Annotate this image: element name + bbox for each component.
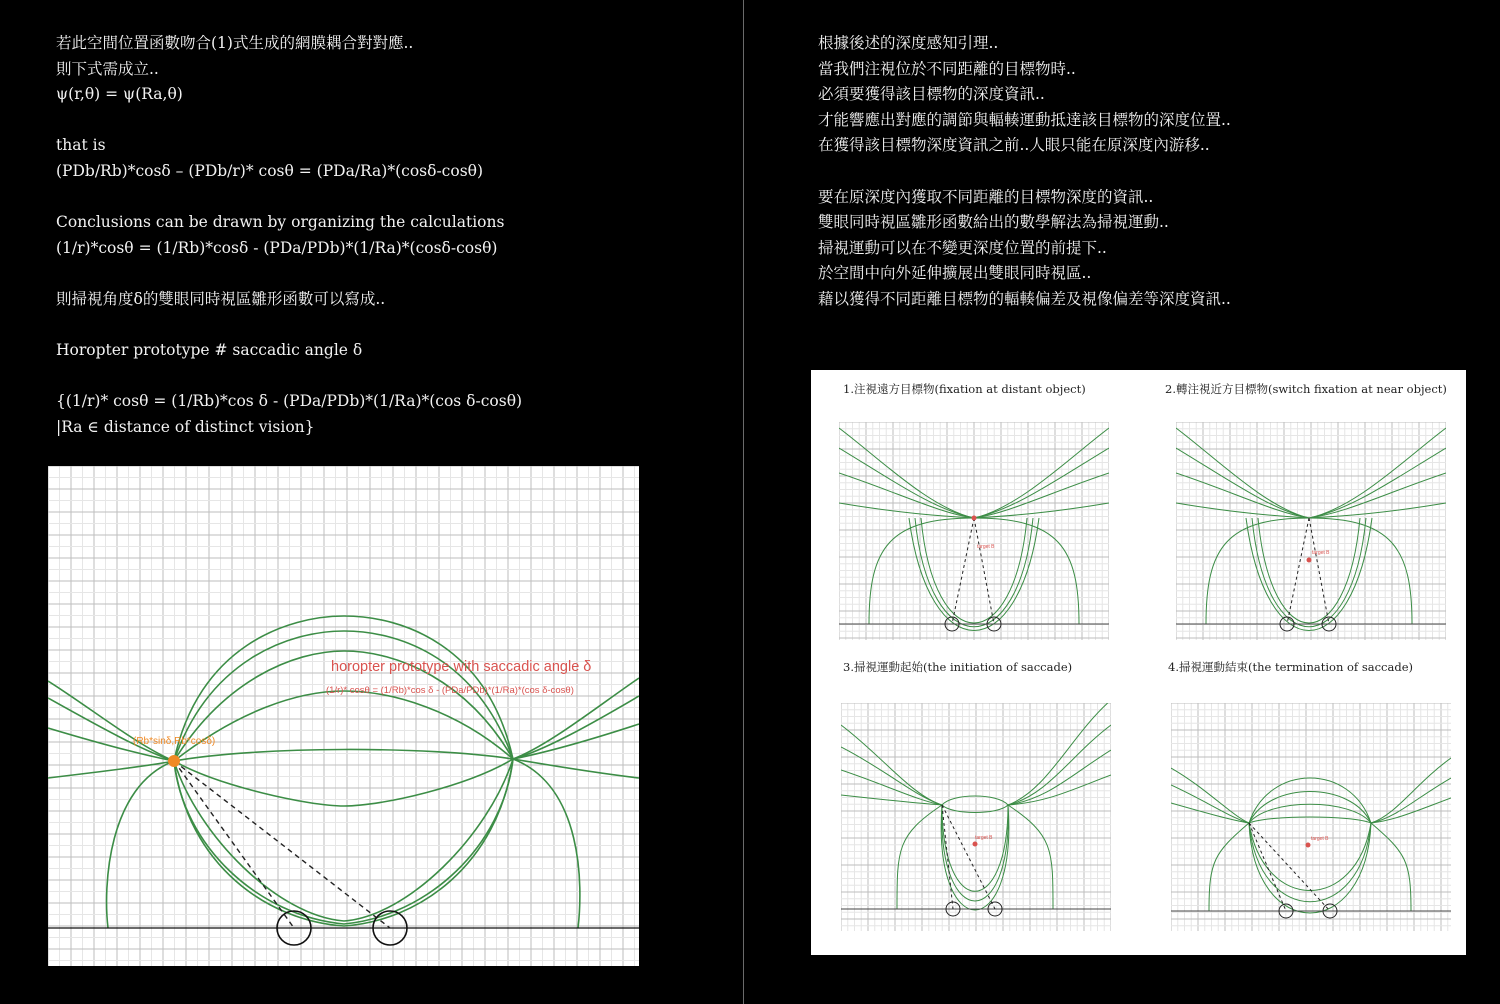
right-line: 在獲得該目標物深度資訊之前..人眼只能在原深度內游移.. [818, 136, 1210, 155]
main-figure-equation: (1/r)* cosθ = (1/Rb)*cos δ - (PDa/PDb)*(1/Ra)*(cos δ-cosθ) [326, 685, 574, 696]
panel-4-caption: 4.掃視運動結束(the termination of saccade) [1168, 660, 1413, 674]
left-line: that is [56, 136, 106, 155]
panel-1-diagram [839, 422, 1109, 640]
right-line: 於空間中向外延伸擴展出雙眼同時視區.. [818, 264, 1092, 283]
right-page-text [818, 31, 1458, 313]
left-line [56, 364, 716, 390]
horopter-main-svg [48, 466, 639, 966]
left-line: 則掃視角度δ的雙眼同時視區雛形函數可以寫成.. [56, 289, 386, 308]
right-line: 才能響應出對應的調節與輻輳運動抵達該目標物的深度位置.. [818, 110, 1231, 129]
panel-3-diagram [841, 703, 1111, 931]
right-line: 要在原深度內獲取不同距離的目標物深度的資訊.. [818, 187, 1154, 206]
left-line [56, 108, 716, 134]
right-line: 藉以獲得不同距離目標物的輻輳偏差及視像偏差等深度資訊.. [818, 289, 1231, 308]
panel-1-caption: 1.注視遠方目標物(fixation at distant object) [843, 382, 1086, 396]
left-line: Conclusions can be drawn by organizing the calculations [56, 213, 505, 232]
panel-1-target-label: target B [977, 544, 995, 550]
right-line: 當我們注視位於不同距離的目標物時.. [818, 59, 1076, 78]
panel-3-caption: 3.掃視運動起始(the initiation of saccade) [843, 660, 1073, 674]
left-line: ψ(r,θ) = ψ(Ra,θ) [56, 85, 183, 104]
panel-2-target-label: target B [1312, 550, 1330, 556]
main-figure-title: horopter prototype with saccadic angle δ [331, 659, 592, 675]
panel-2-diagram [1176, 422, 1446, 640]
horopter-main-figure [48, 466, 639, 966]
left-line: {(1/r)* cosθ = (1/Rb)*cos δ - (PDa/PDb)*(1/Ra)*(cos δ-cosθ) [56, 392, 523, 411]
panel-2-caption: 2.轉注視近方目標物(switch fixation at near object) [1165, 382, 1447, 396]
left-line [56, 313, 716, 339]
right-line: 雙眼同時視區雛形函數給出的數學解法為掃視運動.. [818, 213, 1169, 232]
fixation-point [168, 755, 180, 767]
point-label: (Rb*sinδ,Rb*cosδ) [133, 736, 216, 747]
left-line: 若此空間位置函數吻合(1)式生成的網膜耦合對對應.. [56, 34, 414, 52]
left-line: |Ra ∈ distance of distinct vision} [56, 417, 315, 436]
panel-4-diagram [1171, 703, 1451, 931]
left-line: 則下式需成立.. [56, 59, 159, 78]
right-line: 掃視運動可以在不變更深度位置的前提下.. [818, 238, 1107, 257]
right-line: 根據後述的深度感知引理.. [818, 34, 999, 52]
panel-4-target-label: target B [1311, 836, 1329, 842]
left-line: (PDb/Rb)*cosδ – (PDb/r)* cosθ = (PDa/Ra)*(cosδ-cosθ) [56, 161, 484, 180]
right-line [818, 159, 1458, 185]
left-line [56, 261, 716, 287]
left-line [56, 185, 716, 211]
left-page-text [56, 31, 716, 441]
right-line: 必須要獲得該目標物的深度資訊.. [818, 85, 1045, 104]
panel-3-target-label: target B [975, 835, 993, 841]
left-line: Horopter prototype # saccadic angle δ [56, 341, 363, 360]
saccade-panels-figure [811, 370, 1466, 955]
left-line: (1/r)*cosθ = (1/Rb)*cosδ - (PDa/PDb)*(1/Ra)*(cosδ-cosθ) [56, 238, 498, 257]
page-divider [743, 0, 744, 1004]
